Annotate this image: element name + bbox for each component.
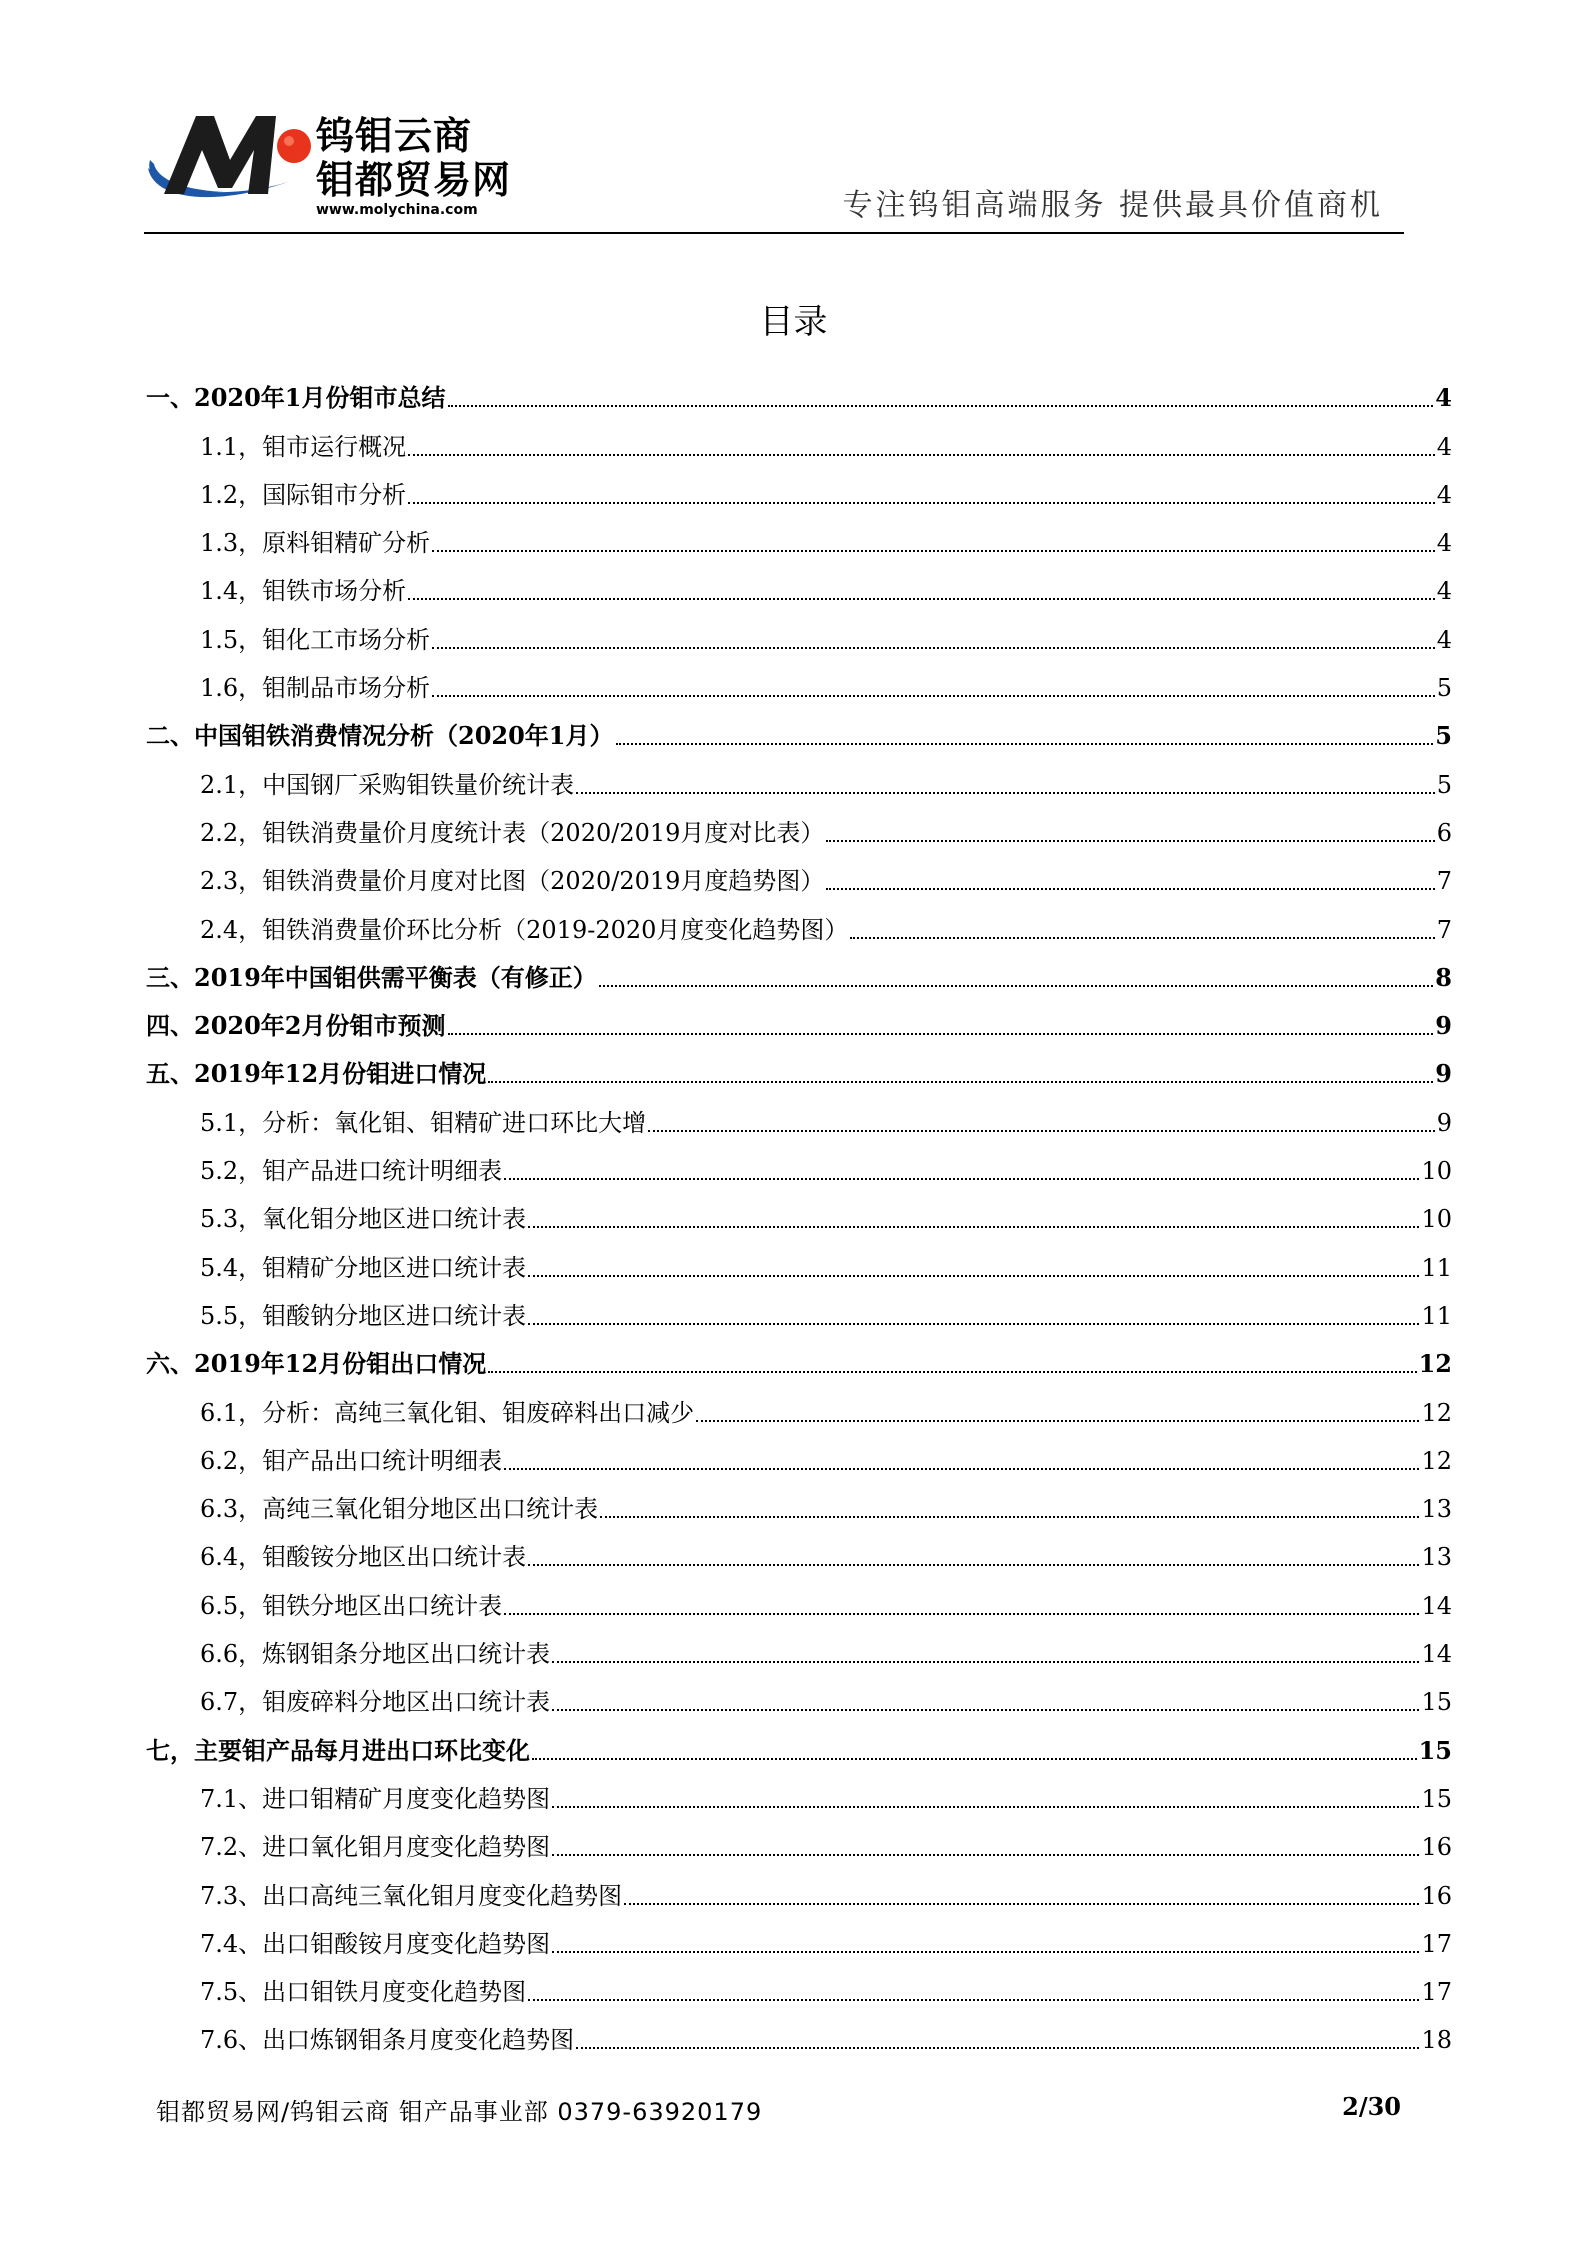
toc-entry-page: 7: [1436, 867, 1452, 896]
toc-entry-label: 7.5、出口钼铁月度变化趋势图: [200, 1978, 527, 2007]
table-of-contents: [146, 371, 1452, 2061]
toc-dot-leader: [552, 1854, 1419, 1856]
toc-entry-section[interactable]: [146, 1047, 1452, 1095]
toc-entry-page: 4: [1436, 432, 1452, 461]
toc-dot-leader: [528, 1275, 1419, 1277]
toc-entry-label: 2.1，中国钢厂采购钼铁量价统计表: [200, 770, 575, 799]
toc-entry-page: 9: [1435, 1059, 1452, 1089]
toc-entry-page: 17: [1421, 1929, 1452, 1958]
toc-entry-page: 18: [1421, 2026, 1452, 2055]
toc-entry-label: 1.3，原料钼精矿分析: [200, 529, 431, 558]
toc-entry-page: 5: [1436, 770, 1452, 799]
toc-entry-section[interactable]: [146, 709, 1452, 757]
toc-dot-leader: [504, 1613, 1419, 1615]
toc-entry-page: 5: [1435, 721, 1452, 751]
toc-entry-page: 15: [1418, 1735, 1452, 1765]
toc-dot-leader: [552, 1806, 1419, 1808]
toc-entry-section[interactable]: [146, 951, 1452, 999]
toc-entry-label: 二、中国钼铁消费情况分析（2020年1月）: [146, 721, 614, 751]
footer-contact: 钼都贸易网/钨钼云商 钼产品事业部 0379-63920179: [156, 2098, 763, 2126]
toc-entry-page: 13: [1421, 1495, 1452, 1524]
toc-dot-leader: [448, 1033, 1434, 1035]
toc-entry-subsection[interactable]: [146, 468, 1452, 516]
toc-entry-subsection[interactable]: [146, 806, 1452, 854]
toc-entry-label: 6.1，分析：高纯三氧化钼、钼废碎料出口减少: [200, 1398, 695, 1427]
logo-mark-icon: [144, 110, 314, 210]
toc-entry-subsection[interactable]: [146, 661, 1452, 709]
toc-entry-label: 1.2，国际钼市分析: [200, 480, 407, 509]
toc-entry-label: 6.2，钼产品出口统计明细表: [200, 1446, 503, 1475]
toc-entry-subsection[interactable]: [146, 1772, 1452, 1820]
toc-entry-page: 16: [1421, 1881, 1452, 1910]
toc-dot-leader: [488, 1081, 1433, 1083]
toc-entry-page: 4: [1436, 529, 1452, 558]
toc-entry-page: 14: [1421, 1640, 1452, 1669]
toc-dot-leader: [850, 937, 1434, 939]
toc-dot-leader: [696, 1420, 1419, 1422]
toc-entry-subsection[interactable]: [146, 1240, 1452, 1288]
toc-entry-subsection[interactable]: [146, 612, 1452, 660]
toc-entry-subsection[interactable]: [146, 1289, 1452, 1337]
toc-entry-subsection[interactable]: [146, 854, 1452, 902]
toc-dot-leader: [616, 743, 1434, 745]
toc-entry-subsection[interactable]: [146, 1917, 1452, 1965]
toc-entry-subsection[interactable]: [146, 1144, 1452, 1192]
toc-entry-label: 1.6，钼制品市场分析: [200, 674, 431, 703]
toc-entry-label: 7.4、出口钼酸铵月度变化趋势图: [200, 1929, 551, 1958]
header-divider: [144, 232, 1404, 234]
toc-entry-subsection[interactable]: [146, 2013, 1452, 2061]
toc-dot-leader: [528, 1564, 1419, 1566]
logo-text-line1: 钨钼云商: [316, 114, 473, 158]
toc-entry-subsection[interactable]: [146, 1434, 1452, 1482]
toc-entry-page: 9: [1435, 1011, 1452, 1041]
toc-entry-subsection[interactable]: [146, 1530, 1452, 1578]
toc-entry-label: 三、2019年中国钼供需平衡表（有修正）: [146, 962, 597, 992]
toc-entry-subsection[interactable]: [146, 1095, 1452, 1143]
toc-entry-page: 15: [1421, 1688, 1452, 1717]
toc-entry-label: 6.6，炼钢钼条分地区出口统计表: [200, 1640, 551, 1669]
toc-entry-section[interactable]: [146, 999, 1452, 1047]
toc-entry-label: 2.3，钼铁消费量价月度对比图（2020/2019月度趋势图）: [200, 867, 825, 896]
toc-entry-label: 一、2020年1月份钼市总结: [146, 383, 446, 413]
toc-entry-label: 7.6、出口炼钢钼条月度变化趋势图: [200, 2026, 575, 2055]
toc-dot-leader: [599, 985, 1434, 987]
header-slogan: 专注钨钼高端服务 提供最具价值商机: [842, 188, 1383, 223]
toc-entry-page: 12: [1421, 1398, 1452, 1427]
toc-dot-leader: [432, 550, 1435, 552]
toc-entry-page: 15: [1421, 1784, 1452, 1813]
toc-entry-subsection[interactable]: [146, 1482, 1452, 1530]
toc-entry-subsection[interactable]: [146, 757, 1452, 805]
toc-dot-leader: [408, 598, 1435, 600]
toc-dot-leader: [528, 1999, 1419, 2001]
toc-entry-subsection[interactable]: [146, 1868, 1452, 1916]
toc-dot-leader: [576, 2047, 1419, 2049]
toc-entry-subsection[interactable]: [146, 1675, 1452, 1723]
toc-entry-label: 四、2020年2月份钼市预测: [146, 1011, 446, 1041]
toc-entry-subsection[interactable]: [146, 1965, 1452, 2013]
toc-entry-label: 六、2019年12月份钼出口情况: [146, 1349, 487, 1379]
toc-entry-label: 5.2，钼产品进口统计明细表: [200, 1157, 503, 1186]
toc-dot-leader: [488, 1371, 1416, 1373]
toc-entry-label: 6.5，钼铁分地区出口统计表: [200, 1591, 503, 1620]
toc-entry-page: 4: [1436, 625, 1452, 654]
toc-entry-page: 9: [1436, 1108, 1452, 1137]
toc-entry-label: 七，主要钼产品每月进出口环比变化: [146, 1735, 530, 1765]
toc-entry-subsection[interactable]: [146, 516, 1452, 564]
toc-entry-page: 11: [1421, 1253, 1452, 1282]
toc-entry-subsection[interactable]: [146, 1192, 1452, 1240]
toc-entry-page: 8: [1435, 962, 1452, 992]
toc-entry-subsection[interactable]: [146, 564, 1452, 612]
toc-entry-page: 12: [1418, 1349, 1452, 1379]
toc-entry-label: 5.1，分析：氧化钼、钼精矿进口环比大增: [200, 1108, 647, 1137]
toc-entry-label: 7.3、出口高纯三氧化钼月度变化趋势图: [200, 1881, 623, 1910]
toc-dot-leader: [576, 792, 1435, 794]
toc-entry-page: 10: [1421, 1157, 1452, 1186]
toc-dot-leader: [624, 1903, 1419, 1905]
logo-text-line2: 钼都贸易网: [316, 158, 512, 202]
toc-dot-leader: [528, 1323, 1419, 1325]
toc-dot-leader: [408, 502, 1435, 504]
page-number: 2/30: [1342, 2092, 1401, 2121]
toc-entry-label: 6.7，钼废碎料分地区出口统计表: [200, 1688, 551, 1717]
toc-entry-section[interactable]: [146, 371, 1452, 419]
toc-entry-label: 1.4，钼铁市场分析: [200, 577, 407, 606]
toc-entry-label: 5.4，钼精矿分地区进口统计表: [200, 1253, 527, 1282]
toc-entry-label: 5.5，钼酸钠分地区进口统计表: [200, 1301, 527, 1330]
toc-entry-subsection[interactable]: [146, 419, 1452, 467]
toc-entry-page: 14: [1421, 1591, 1452, 1620]
toc-entry-label: 7.1、进口钼精矿月度变化趋势图: [200, 1784, 551, 1813]
toc-entry-label: 1.1，钼市运行概况: [200, 432, 407, 461]
toc-entry-label: 6.4，钼酸铵分地区出口统计表: [200, 1543, 527, 1572]
toc-entry-page: 11: [1421, 1301, 1452, 1330]
toc-dot-leader: [826, 888, 1434, 890]
toc-dot-leader: [432, 647, 1435, 649]
toc-entry-page: 12: [1421, 1446, 1452, 1475]
toc-entry-subsection[interactable]: [146, 902, 1452, 950]
toc-entry-page: 6: [1436, 818, 1452, 847]
toc-dot-leader: [532, 1758, 1417, 1760]
toc-entry-label: 6.3，高纯三氧化钼分地区出口统计表: [200, 1495, 599, 1524]
toc-dot-leader: [552, 1709, 1419, 1711]
toc-entry-label: 5.3，氧化钼分地区进口统计表: [200, 1205, 527, 1234]
toc-entry-page: 5: [1436, 674, 1452, 703]
toc-dot-leader: [528, 1226, 1419, 1228]
toc-dot-leader: [552, 1951, 1419, 1953]
toc-dot-leader: [504, 1178, 1419, 1180]
toc-dot-leader: [432, 695, 1435, 697]
toc-dot-leader: [826, 840, 1434, 842]
toc-entry-page: 13: [1421, 1543, 1452, 1572]
toc-entry-label: 五、2019年12月份钼进口情况: [146, 1059, 487, 1089]
toc-entry-page: 16: [1421, 1833, 1452, 1862]
toc-entry-subsection[interactable]: [146, 1578, 1452, 1626]
toc-entry-label: 7.2、进口氧化钼月度变化趋势图: [200, 1833, 551, 1862]
toc-entry-page: 7: [1436, 915, 1452, 944]
toc-entry-section[interactable]: [146, 1723, 1452, 1771]
toc-entry-subsection[interactable]: [146, 1627, 1452, 1675]
toc-dot-leader: [448, 405, 1434, 407]
toc-entry-page: 10: [1421, 1205, 1452, 1234]
toc-entry-section[interactable]: [146, 1337, 1452, 1385]
toc-entry-label: 2.2，钼铁消费量价月度统计表（2020/2019月度对比表）: [200, 818, 825, 847]
toc-entry-label: 2.4，钼铁消费量价环比分析（2019-2020月度变化趋势图）: [200, 915, 849, 944]
toc-entry-page: 4: [1435, 383, 1452, 413]
toc-entry-subsection[interactable]: [146, 1820, 1452, 1868]
company-logo: [144, 110, 514, 218]
toc-dot-leader: [552, 1661, 1419, 1663]
toc-entry-page: 17: [1421, 1978, 1452, 2007]
toc-dot-leader: [408, 454, 1435, 456]
page-title: 目录: [759, 302, 828, 342]
toc-entry-page: 4: [1436, 577, 1452, 606]
toc-dot-leader: [648, 1130, 1435, 1132]
toc-entry-subsection[interactable]: [146, 1385, 1452, 1433]
toc-entry-label: 1.5，钼化工市场分析: [200, 625, 431, 654]
toc-dot-leader: [600, 1516, 1419, 1518]
logo-url: www.molychina.com: [316, 202, 478, 218]
toc-dot-leader: [504, 1468, 1419, 1470]
toc-entry-page: 4: [1436, 480, 1452, 509]
